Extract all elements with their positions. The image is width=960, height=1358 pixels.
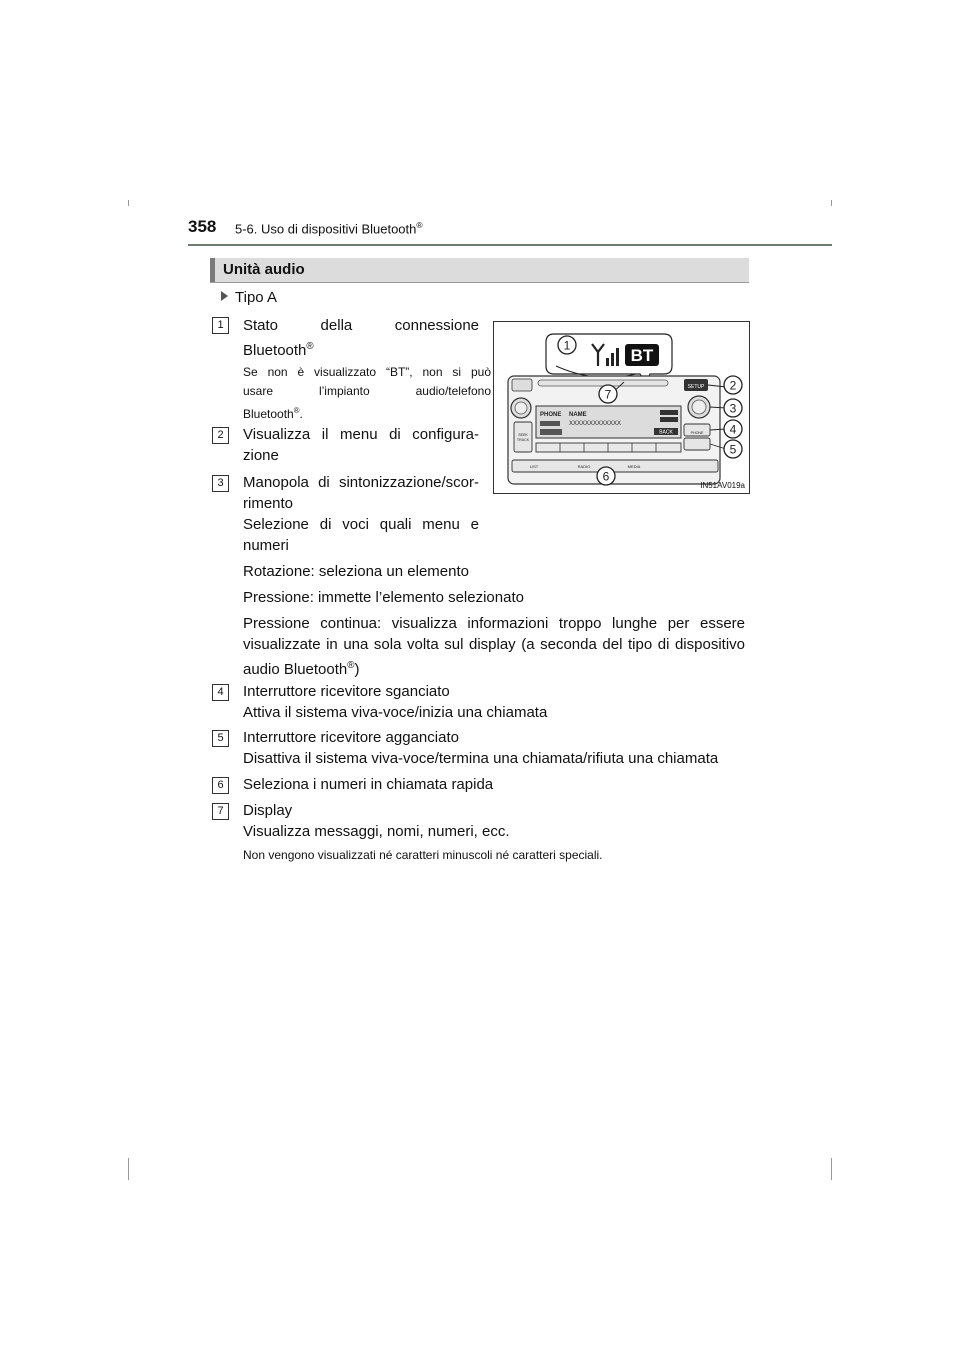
radio-button-label: RADIO [577,464,591,469]
callout-4 [724,420,742,438]
figure-code: IN51AV019a [700,481,745,490]
crop-mark [831,1158,832,1180]
setup-button-label: SETUP [687,384,705,390]
page-number: 358 [188,217,217,236]
item-7-note: Non vengono visualizzati né caratteri minuscoli né caratteri speciali. [243,848,603,862]
svg-text:2: 2 [729,378,737,393]
seek-button-label: SEEK [518,433,528,437]
item-number-1: 1 [212,317,229,334]
phone-button-label: PHONE [690,431,704,435]
track-button-label: TRACK [516,438,530,442]
item-4-desc: Attiva il sistema viva-voce/inizia una chiamata [243,704,548,721]
callout-6 [597,467,615,485]
triangle-bullet-icon [221,291,228,301]
bt-indicator: BT [630,346,654,365]
item-3-long-press: visualizzate in una sola volta sul display (a seconda del tipo di dispositivo [243,636,745,653]
svg-text:3: 3 [729,401,737,416]
crop-mark [128,1158,129,1180]
display-phone-text: PHONE [540,412,562,418]
item-4-title: Interruttore ricevitore sganciato [243,683,450,700]
svg-text:7: 7 [604,387,612,402]
item-1-title-cont: Bluetooth® [243,341,314,359]
crop-mark [128,200,129,206]
item-7-title: Display [243,802,293,819]
media-button-label: MEDIA [627,464,641,469]
item-1-note-line: usare l’impianto audio/telefono [243,384,491,398]
item-5-desc: Disattiva il sistema viva-voce/termina una chiamata/rifiuta una chiamata [243,750,719,767]
item-1-note-line: Bluetooth®. [243,406,303,421]
item-number-4: 4 [212,684,229,701]
svg-text:6: 6 [602,469,610,484]
audio-unit-illustration [494,322,749,493]
callout-5 [724,440,742,458]
header-divider [188,244,832,246]
item-3-long-press: Pressione continua: visualizza informazioni troppo lunghe per essere [243,615,745,632]
item-3-title: Manopola di sintonizzazione/scor- [243,474,479,491]
item-number-2: 2 [212,427,229,444]
display-name-text: NAME [569,412,587,418]
type-label: Tipo A [221,289,277,306]
item-2-title-cont: zione [243,447,279,464]
svg-text:1: 1 [563,338,571,353]
callout-2 [724,376,742,394]
item-3-desc: Selezione di voci quali menu e [243,516,479,533]
item-number-7: 7 [212,803,229,820]
item-number-5: 5 [212,730,229,747]
item-6-title: Seleziona i numeri in chiamata rapida [243,776,494,793]
item-3-rotation: Rotazione: seleziona un elemento [243,563,469,580]
item-2-title: Visualizza il menu di configura- [243,426,479,443]
svg-text:4: 4 [729,422,737,437]
item-number-3: 3 [212,475,229,492]
item-7-desc: Visualizza messaggi, nomi, numeri, ecc. [243,823,510,840]
item-3-desc: numeri [243,537,289,554]
item-number-6: 6 [212,777,229,794]
list-button-label: LIST [529,464,539,469]
item-5-title: Interruttore ricevitore agganciato [243,729,459,746]
display-number-text: XXXXXXXXXXXXX [569,421,622,427]
section-title: Unità audio [223,261,305,278]
callout-1 [558,336,576,354]
section-accent [210,258,215,282]
section-header [210,258,749,283]
callout-7 [599,385,617,403]
audio-unit-figure [493,321,750,494]
item-3-long-press: audio Bluetooth®) [243,660,360,678]
item-1-note-line: Se non è visualizzato “BT”, non si può [243,365,491,379]
callout-3 [724,399,742,417]
item-1-title: Stato della connessione [243,317,479,334]
crop-mark [831,200,832,206]
item-3-press: Pressione: immette l’elemento selezionato [243,589,524,606]
svg-text:5: 5 [729,442,737,457]
chapter-title: 5-6. Uso di dispositivi Bluetooth® [235,220,423,237]
item-3-title-cont: rimento [243,495,294,512]
display-back-text: BACK [659,429,673,436]
